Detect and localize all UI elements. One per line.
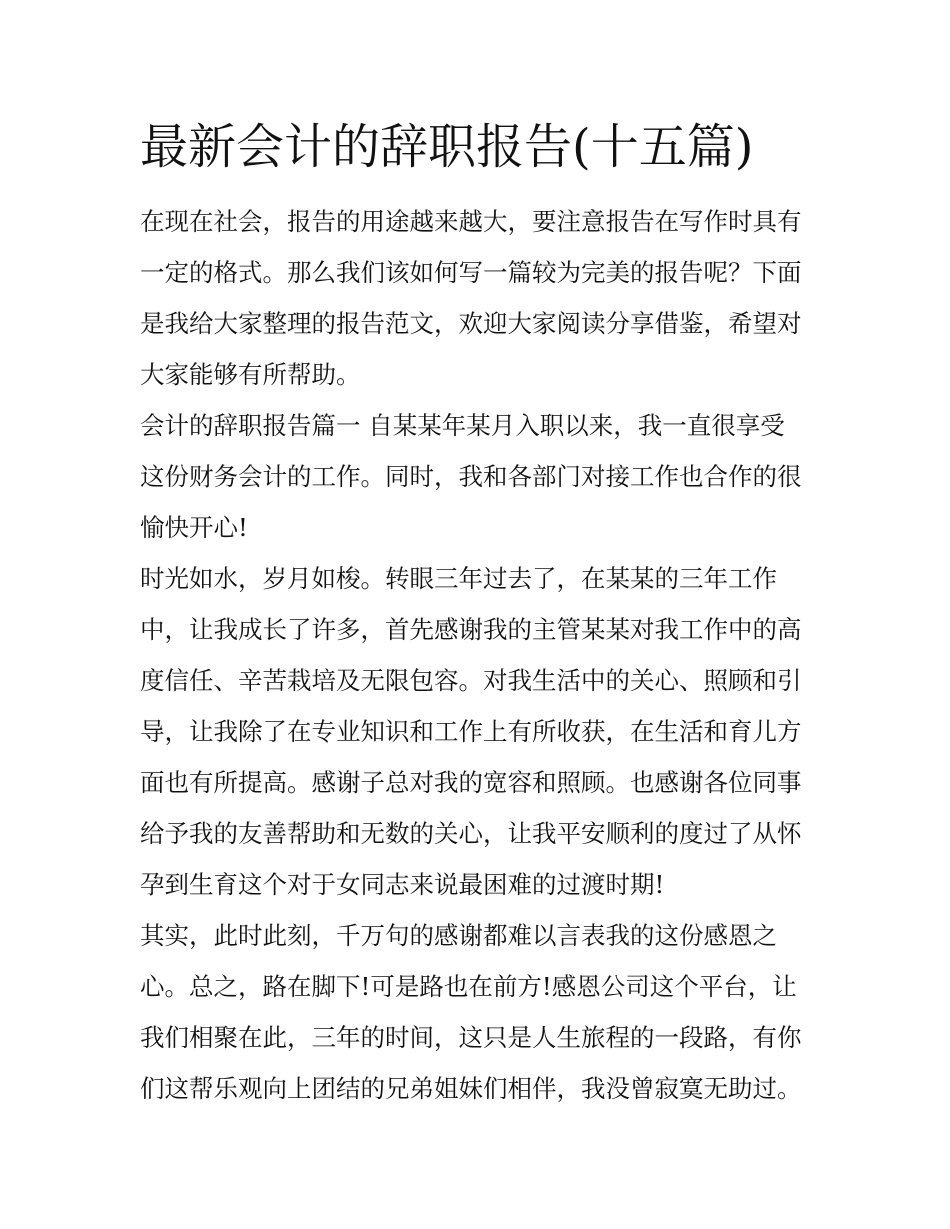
text-line: 在现在社会，报告的用途越来越大，要注意报告在写作时具有 [140, 207, 802, 236]
text-line: 这份财务会计的工作。同时，我和各部门对接工作也合作的很 [140, 462, 802, 491]
text-line: 时光如水，岁月如梭。转眼三年过去了，在某某的三年工作 [140, 564, 777, 593]
text-line: 其实，此时此刻，千万句的感谢都难以言表我的这份感恩之 [140, 921, 777, 950]
text-line: 大家能够有所帮助。 [140, 360, 361, 389]
text-line: 给予我的友善帮助和无数的关心，让我平安顺利的度过了从怀 [140, 819, 802, 848]
text-line: 会计的辞职报告篇一 自某某年某月入职以来，我一直很享受 [140, 411, 785, 440]
document-title: 最新会计的辞职报告(十五篇) [140, 119, 754, 175]
text-line: 愉快开心! [140, 513, 248, 542]
text-line: 导，让我除了在专业知识和工作上有所收获，在生活和育儿方 [140, 717, 802, 746]
text-line: 一定的格式。那么我们该如何写一篇较为完美的报告呢？下面 [140, 258, 802, 287]
document-body [140, 196, 820, 1114]
text-line: 们这帮乐观向上团结的兄弟姐妹们相伴，我没曾寂寞无助过。 [140, 1074, 802, 1103]
text-line: 面也有所提高。感谢子总对我的宽容和照顾。也感谢各位同事 [140, 768, 802, 797]
text-line: 我们相聚在此，三年的时间，这只是人生旅程的一段路，有你 [140, 1023, 802, 1052]
text-line: 度信任、辛苦栽培及无限包容。对我生活中的关心、照顾和引 [140, 666, 802, 695]
text-line: 是我给大家整理的报告范文，欢迎大家阅读分享借鉴，希望对 [140, 309, 802, 338]
text-line: 中，让我成长了许多，首先感谢我的主管某某对我工作中的高 [140, 615, 802, 644]
text-line: 孕到生育这个对于女同志来说最困难的过渡时期! [140, 870, 665, 899]
text-line: 心。总之，路在脚下!可是路也在前方!感恩公司这个平台，让 [140, 972, 797, 1001]
